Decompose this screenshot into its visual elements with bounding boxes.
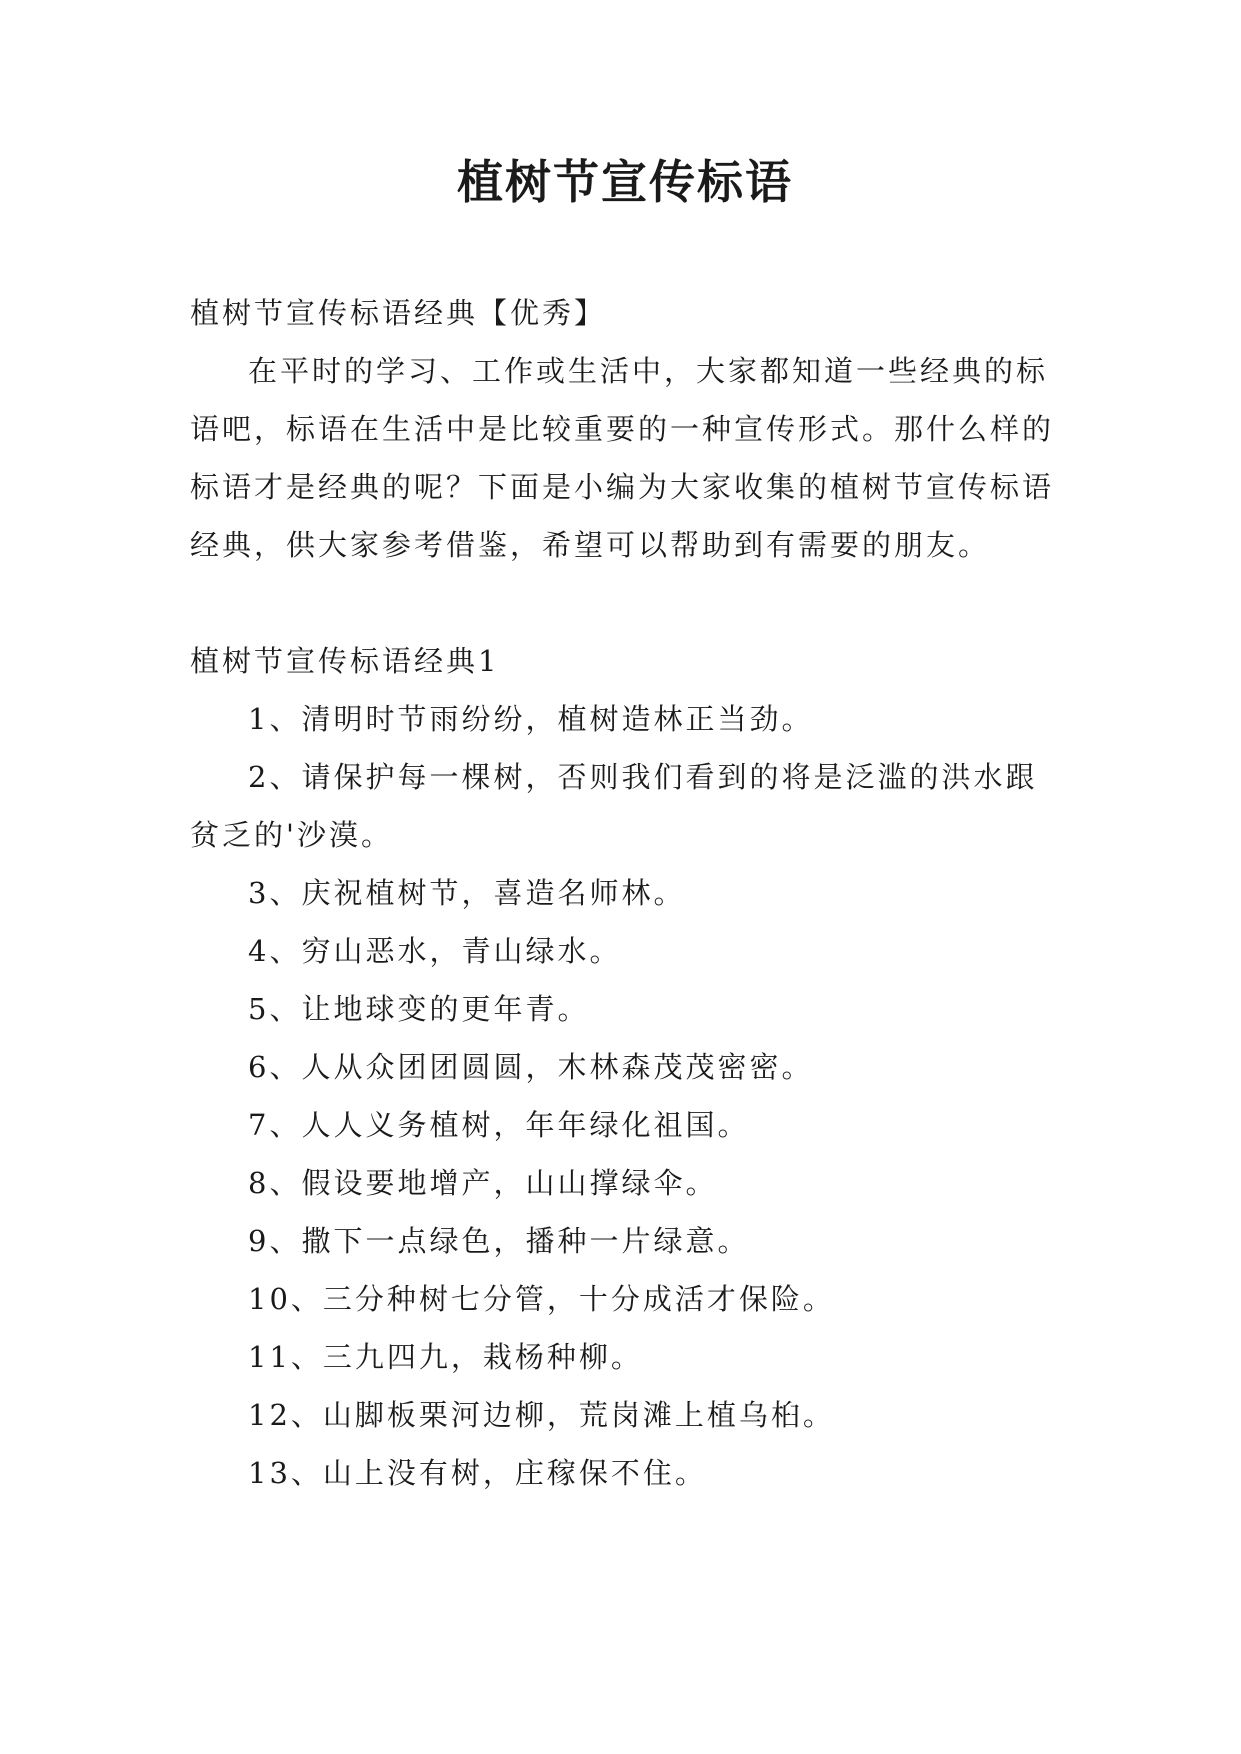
slogan-item-2: 2、请保护每一棵树，否则我们看到的将是泛滥的洪水跟贫乏的'沙漠。 bbox=[190, 760, 1038, 852]
slogan-item-10: 10、三分种树七分管，十分成活才保险。 bbox=[248, 1282, 835, 1316]
slogan-item-13: 13、山上没有树，庄稼保不住。 bbox=[248, 1456, 707, 1490]
document-title: 植树节宣传标语 bbox=[457, 155, 793, 209]
slogan-item-1: 1、清明时节雨纷纷，植树造林正当劲。 bbox=[248, 702, 814, 736]
paragraph-spacer bbox=[190, 574, 1060, 632]
slogan-item-4: 4、穷山恶水，青山绿水。 bbox=[248, 934, 622, 968]
slogan-item-8: 8、假设要地增产，山山撑绿伞。 bbox=[248, 1166, 718, 1200]
slogan-item-3: 3、庆祝植树节，喜造名师林。 bbox=[248, 876, 686, 910]
slogan-item-7: 7、人人义务植树，年年绿化祖国。 bbox=[248, 1108, 750, 1142]
section-heading: 植树节宣传标语经典1 bbox=[190, 644, 500, 678]
slogan-item-9: 9、撒下一点绿色，播种一片绿意。 bbox=[248, 1224, 750, 1258]
subtitle: 植树节宣传标语经典【优秀】 bbox=[190, 296, 607, 330]
slogan-item-5: 5、让地球变的更年青。 bbox=[248, 992, 590, 1026]
document-body bbox=[190, 284, 1060, 1502]
slogan-item-6: 6、人从众团团圆圆，木林森茂茂密密。 bbox=[248, 1050, 814, 1084]
slogan-item-12: 12、山脚板栗河边柳，荒岗滩上植乌桕。 bbox=[248, 1398, 835, 1432]
slogan-item-11: 11、三九四九，栽杨种柳。 bbox=[248, 1340, 643, 1374]
intro-paragraph: 在平时的学习、工作或生活中，大家都知道一些经典的标语吧，标语在生活中是比较重要的一种宣传形式。那什么样的标语才是经典的呢？下面是小编为大家收集的植树节宣传标语经典，供大家参考借鉴，希望可以帮助到有需要的朋友。 bbox=[190, 354, 1055, 562]
